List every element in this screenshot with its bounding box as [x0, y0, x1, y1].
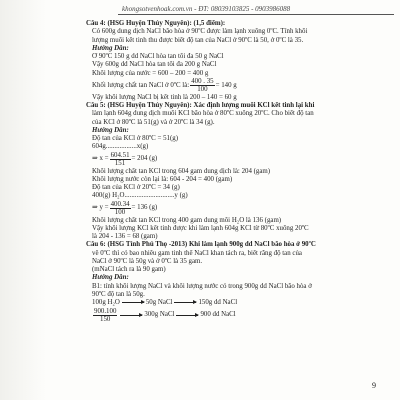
fraction-prefix: Khối lượng chất tan NaCl ở 0ºC là:	[92, 81, 190, 89]
fraction-denominator: 100	[197, 86, 208, 94]
fraction-denominator: 100	[114, 209, 126, 216]
question-4-text: lượng muối kết tinh thu được biết độ tan của NaCl ở 90ºC là 50, ở 0ºC là 35.	[92, 36, 304, 44]
answer-line: Khối lượng chất tan KCl trong 604 gam dung dịch là: 204 (gam)	[92, 167, 271, 175]
page-header: khongsotvenhoak.com.vn - ĐT: 08039103825 - 0903986088	[122, 5, 291, 13]
page-number: 9	[372, 381, 376, 390]
right-arrow-icon	[176, 315, 198, 316]
answer-line: Độ tan của KCl ở 20ºC = 34 (g)	[92, 184, 180, 191]
answer-line: Khối lượng nước còn lại là: 604 - 204 = 400 (gam)	[92, 175, 233, 183]
fraction	[190, 78, 214, 93]
answer-line: là 204 - 136 = 68 (gam)	[92, 233, 158, 240]
answer-line: Vậy khối lượng NaCl bị kết tinh là 200 – 140 = 60 g	[92, 93, 237, 101]
ratio-middle: 50g NaCl	[145, 299, 173, 306]
page-shadow-edge	[0, 0, 46, 400]
fraction-line	[86, 152, 386, 168]
answer-line: Khối lượng của nước = 600 – 200 = 400 g	[92, 69, 209, 77]
ratio-right: 150g dd NaCl	[198, 299, 238, 306]
answer-line: Khối lượng chất tan KCl trong 400 gam dung môi H₂O là 136 (gam)	[92, 216, 282, 224]
fraction	[93, 308, 117, 323]
answer-line: 400(g) H₂O.............................y (g)	[92, 192, 188, 200]
right-arrow-icon	[122, 302, 144, 303]
fraction	[110, 201, 131, 216]
answer-line: Ở 90ºC 150 g dd NaCl hòa tan tối đa 50 g NaCl	[92, 53, 224, 60]
guide-heading: Hướng Dẫn:	[92, 126, 129, 134]
answer-line: Vậy khối lượng KCl kết tinh được khi làm lạnh 604g KCl từ 80ºC xuống 20ºC	[92, 224, 309, 232]
question-6-title: Câu 6: (HSG Tỉnh Phú Thọ -2013) Khi làm lạnh 900g dd NaCl bão hòa ở 90ºC	[86, 241, 316, 249]
guide-heading: Hướng Dẫn:	[92, 274, 129, 282]
question-6-text: NaCl ở 90ºC là 50g và ở 0ºC là 35 gam.	[92, 257, 203, 265]
fraction-numerator: 604.51	[110, 152, 130, 159]
answer-line: 604g..................x(g)	[92, 143, 149, 151]
step-line: B1: tính khối lượng NaCl và khối lượng nước có trong 900g dd NaCl bão hòa ở	[92, 282, 312, 290]
fraction-numerator: 400 . 35	[191, 78, 214, 86]
right-arrow-icon	[120, 315, 142, 316]
fraction-line	[86, 78, 386, 94]
ratio-right: 900 dd NaCl	[200, 311, 236, 319]
fraction	[110, 152, 131, 167]
fraction-result: = 204 (g)	[131, 155, 158, 163]
answer-line: Vậy 600g dd NaCl hòa tan tối đa 200 g NaCl	[92, 61, 217, 69]
page-content	[86, 20, 386, 323]
step-line: 90ºC độ tan là 50g.	[92, 290, 145, 298]
fraction-result: = 140 g	[215, 81, 237, 89]
fraction-denominator: 151	[114, 160, 126, 167]
question-4-title: Câu 4: (HSG Huyện Thủy Nguyên): (1,5 điểm):	[86, 20, 226, 27]
answer-line: Độ tan của KCl ở 80ºC = 51(g)	[92, 135, 179, 142]
ratio-line	[86, 299, 386, 307]
fraction-denominator: 150	[100, 315, 111, 323]
question-5-text: làm lạnh 604g dung dịch muối KCl bão hòa ở 80ºC xuống 20ºC. Cho biết độ tan	[92, 110, 314, 118]
right-arrow-icon	[174, 302, 196, 303]
question-5-title: Câu 5: (HSG Huyện Thủy Nguyên): Xác định lượng muối KCl kết tinh lại khi	[86, 102, 315, 109]
header-rule	[118, 14, 394, 15]
guide-heading: Hướng Dẫn:	[92, 44, 129, 52]
fraction-prefix: ⇒ x =	[92, 155, 109, 163]
ratio-left: 100g H₂O	[92, 299, 120, 306]
fraction-numerator: 900.100	[94, 307, 117, 315]
question-6-text: về 0ºC thì có bao nhiêu gam tinh thể NaCl khan tách ra, biết rằng độ tan của	[92, 249, 302, 257]
fraction-line	[86, 201, 386, 217]
fraction-result: = 136 (g)	[131, 204, 158, 212]
ratio-fraction-line	[86, 307, 386, 323]
question-5-text: của KCl ở 80ºC là 51(g) và ở 20ºC là 34 (g).	[92, 118, 215, 126]
question-6-answer-note: (mNaCl tách ra là 90 gam)	[92, 266, 166, 273]
ratio-middle: 300g NaCl	[144, 311, 175, 319]
fraction-prefix: ⇒ y =	[92, 204, 109, 212]
question-4-text: Có 600g dung dịch NaCl bão hòa ở 90ºC được làm lạnh xuống 0ºC. Tính khối	[92, 28, 308, 36]
fraction-numerator: 400.34	[110, 201, 130, 208]
